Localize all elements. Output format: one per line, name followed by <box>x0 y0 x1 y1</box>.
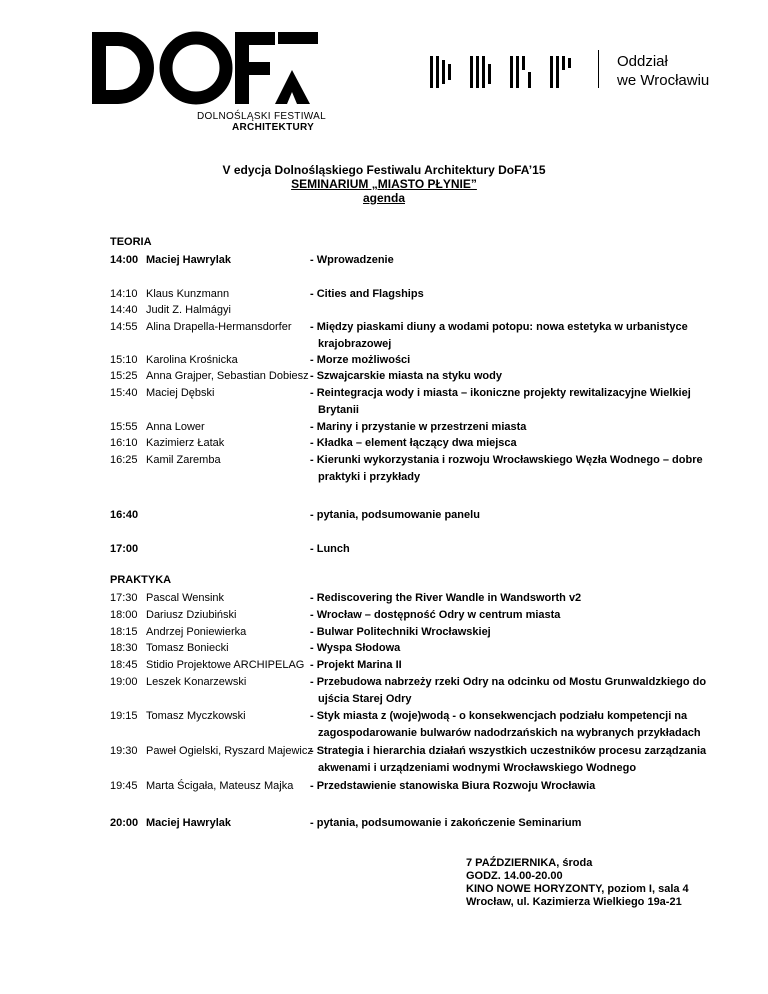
agenda-time: 18:30 <box>110 642 138 654</box>
agenda-time: 14:00 <box>110 254 139 266</box>
agenda-topic: - Między piaskami diuny a wodami potopu: nowa estetyka w urbanistyce <box>310 321 688 333</box>
agenda-topic-continued: ujścia Starej Odry <box>318 693 412 705</box>
agenda-time: 16:10 <box>110 437 138 449</box>
agenda-topic: - Morze możliwości <box>310 354 411 366</box>
festival-name-line2: ARCHITEKTURY <box>232 122 315 133</box>
dofa-logo <box>90 30 320 110</box>
agenda-time: 19:00 <box>110 676 138 688</box>
agenda-topic-continued: Brytanii <box>318 404 359 416</box>
agenda-topic: - Mariny i przystanie w przestrzeni miasta <box>310 421 527 433</box>
agenda-time: 14:40 <box>110 304 138 316</box>
agenda-time: 14:10 <box>110 288 138 300</box>
agenda-time: 16:25 <box>110 454 138 466</box>
agenda-topic: - Wyspa Słodowa <box>310 642 401 654</box>
agenda-topic-continued: krajobrazowej <box>318 338 392 350</box>
agenda-speaker: Maciej Hawrylak <box>146 254 231 266</box>
agenda-topic: - Wprowadzenie <box>310 254 394 266</box>
agenda-topic: - Rediscovering the River Wandle in Wandsworth v2 <box>310 592 582 604</box>
agenda-speaker: Judit Z. Halmágyi <box>146 304 231 316</box>
sarp-branch-line1: Oddział <box>617 53 668 70</box>
agenda-time: 14:55 <box>110 321 138 333</box>
agenda-time: 17:30 <box>110 592 138 604</box>
agenda-topic-continued: praktyki i przykłady <box>318 471 421 483</box>
agenda-speaker: Alina Drapella-Hermansdorfer <box>146 321 292 333</box>
agenda-topic: - pytania, podsumowanie i zakończenie Seminarium <box>310 817 582 829</box>
agenda-time: 17:00 <box>110 543 139 555</box>
section-heading-praktyka: PRAKTYKA <box>110 574 172 586</box>
festival-name-line1: DOLNOŚLĄSKI FESTIWAL <box>197 111 326 122</box>
agenda-topic: - Wrocław – dostępność Odry w centrum miasta <box>310 609 561 621</box>
agenda-topic: - Bulwar Politechniki Wrocławskiej <box>310 626 491 638</box>
agenda-speaker: Kamil Zaremba <box>146 454 221 466</box>
agenda-time: 15:10 <box>110 354 138 366</box>
agenda-speaker: Kazimierz Łatak <box>146 437 225 449</box>
agenda-topic: - Kładka – element łączący dwa miejsca <box>310 437 517 449</box>
event-hours: GODZ. 14.00-20.00 <box>466 870 563 882</box>
agenda-topic-continued: zagospodarowanie bulwarów nadodrzańskich na wybranych przykładach <box>318 727 701 739</box>
agenda-topic: - pytania, podsumowanie panelu <box>310 509 480 521</box>
agenda-speaker: Anna Grajper, Sebastian Dobiesz <box>146 370 309 382</box>
agenda-time: 15:25 <box>110 370 138 382</box>
agenda-time: 20:00 <box>110 817 139 829</box>
sarp-logo <box>428 54 578 90</box>
agenda-speaker: Klaus Kunzmann <box>146 288 230 300</box>
event-date: 7 PAŹDZIERNIKA, środa <box>466 857 593 869</box>
agenda-time: 19:15 <box>110 710 138 722</box>
agenda-time: 18:00 <box>110 609 138 621</box>
agenda-topic: - Reintegracja wody i miasta – ikoniczne projekty rewitalizacyjne Wielkiej <box>310 387 691 399</box>
agenda-topic: - Styk miasta z (woje)wodą - o konsekwencjach podziału kompetencji na <box>310 710 688 722</box>
agenda-time: 19:45 <box>110 780 138 792</box>
agenda-speaker: Paweł Ogielski, Ryszard Majewicz <box>146 745 313 757</box>
event-venue: KINO NOWE HORYZONTY, poziom I, sala 4 <box>466 883 689 895</box>
agenda-topic: - Przebudowa nabrzeży rzeki Odry na odcinku od Mostu Grunwaldzkiego do <box>310 676 707 688</box>
agenda-time: 18:15 <box>110 626 138 638</box>
agenda-topic: - Kierunki wykorzystania i rozwoju Wrocławskiego Węzła Wodnego – dobre <box>310 454 703 466</box>
agenda-speaker: Andrzej Poniewierka <box>146 626 247 638</box>
agenda-time: 16:40 <box>110 509 139 521</box>
agenda-time: 18:45 <box>110 659 138 671</box>
section-heading-teoria: TEORIA <box>110 236 152 248</box>
agenda-speaker: Marta Ścigała, Mateusz Majka <box>146 780 294 792</box>
agenda-time: 19:30 <box>110 745 138 757</box>
agenda-speaker: Stidio Projektowe ARCHIPELAG <box>146 659 305 671</box>
agenda-topic: - Szwajcarskie miasta na styku wody <box>310 370 502 382</box>
agenda-topic: - Lunch <box>310 543 350 555</box>
agenda-time: 15:55 <box>110 421 138 433</box>
agenda-speaker: Karolina Krośnicka <box>146 354 238 366</box>
agenda-topic: - Strategia i hierarchia działań wszystkich uczestników procesu zarządzania <box>310 745 707 757</box>
event-address: Wrocław, ul. Kazimierza Wielkiego 19a-21 <box>466 896 682 908</box>
agenda-topic: - Przedstawienie stanowiska Biura Rozwoju Wrocławia <box>310 780 596 792</box>
agenda-time: 15:40 <box>110 387 138 399</box>
agenda-speaker: Dariusz Dziubiński <box>146 609 237 621</box>
agenda-speaker: Tomasz Boniecki <box>146 642 229 654</box>
agenda-topic: - Cities and Flagships <box>310 288 424 300</box>
agenda-speaker: Leszek Konarzewski <box>146 676 247 688</box>
logo-divider <box>598 50 599 88</box>
agenda-speaker: Maciej Hawrylak <box>146 817 231 829</box>
agenda-label: agenda <box>362 191 405 205</box>
agenda-topic: - Projekt Marina II <box>310 659 402 671</box>
agenda-speaker: Tomasz Myczkowski <box>146 710 246 722</box>
seminar-title: SEMINARIUM „MIASTO PŁYNIE” <box>291 177 477 191</box>
agenda-speaker: Pascal Wensink <box>146 592 225 604</box>
sarp-branch-line2: we Wrocławiu <box>617 72 710 89</box>
agenda-topic-continued: akwenami i urządzeniami wodnymi Wrocławskiego Wodnego <box>318 762 637 774</box>
agenda-speaker: Anna Lower <box>146 421 205 433</box>
document-title: V edycja Dolnośląskiego Festiwalu Architektury DoFA’15 <box>222 163 546 177</box>
agenda-speaker: Maciej Dębski <box>146 387 215 399</box>
